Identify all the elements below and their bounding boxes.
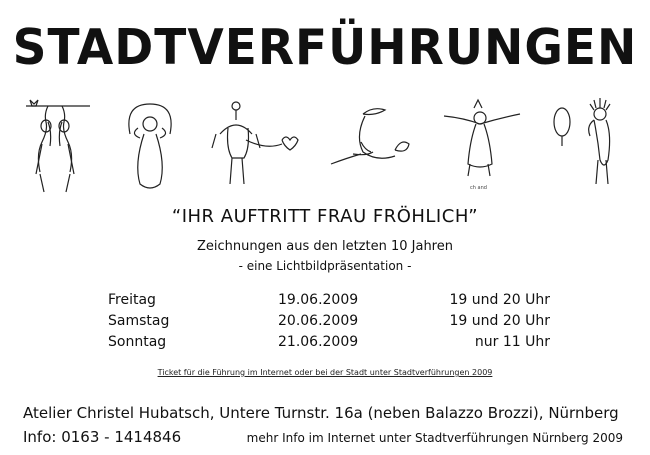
schedule-time: 19 und 20 Uhr <box>449 313 550 329</box>
more-info: mehr Info im Internet unter Stadtverführungen Nürnberg 2009 <box>246 431 623 445</box>
schedule-row <box>0 311 650 331</box>
schedule-row <box>0 332 650 352</box>
schedule-date: 19.06.2009 <box>278 292 359 308</box>
event-title: “IHR AUFTRITT FRAU FRÖHLICH” <box>171 206 479 227</box>
schedule-day: Sonntag <box>108 334 167 350</box>
drawing-flying-figure <box>325 94 415 200</box>
schedule-day: Samstag <box>108 313 170 329</box>
info-phone: Info: 0163 - 1414846 <box>23 428 182 446</box>
schedule-time: 19 und 20 Uhr <box>449 292 550 308</box>
drawings-strip <box>0 94 650 200</box>
schedule-date: 21.06.2009 <box>278 334 359 350</box>
svg-text:ch and: ch and <box>470 185 487 191</box>
schedule-date: 20.06.2009 <box>278 313 359 329</box>
ticket-link[interactable]: Ticket für die Führung im Internet oder bei der Stadt unter Stadtverführungen 2009 <box>157 368 493 377</box>
schedule-time: nur 11 Uhr <box>474 334 550 350</box>
drawing-hanging-figures <box>18 94 93 200</box>
drawing-angel <box>120 94 180 200</box>
event-subtitle: Zeichnungen aus den letzten 10 Jahren <box>197 239 453 254</box>
drawing-outstretched-figure <box>440 94 525 200</box>
page-title: STADTVERFÜHRUNGEN <box>12 18 638 77</box>
schedule-row <box>0 290 650 310</box>
address: Atelier Christel Hubatsch, Untere Turnstr. 16a (neben Balazzo Brozzi), Nürnberg <box>23 404 619 422</box>
drawing-mirror-figure <box>540 94 630 200</box>
event-subtitle-2: - eine Lichtbildpräsentation - <box>238 259 412 273</box>
drawing-heart-figure <box>210 94 300 200</box>
schedule-day: Freitag <box>108 292 156 308</box>
